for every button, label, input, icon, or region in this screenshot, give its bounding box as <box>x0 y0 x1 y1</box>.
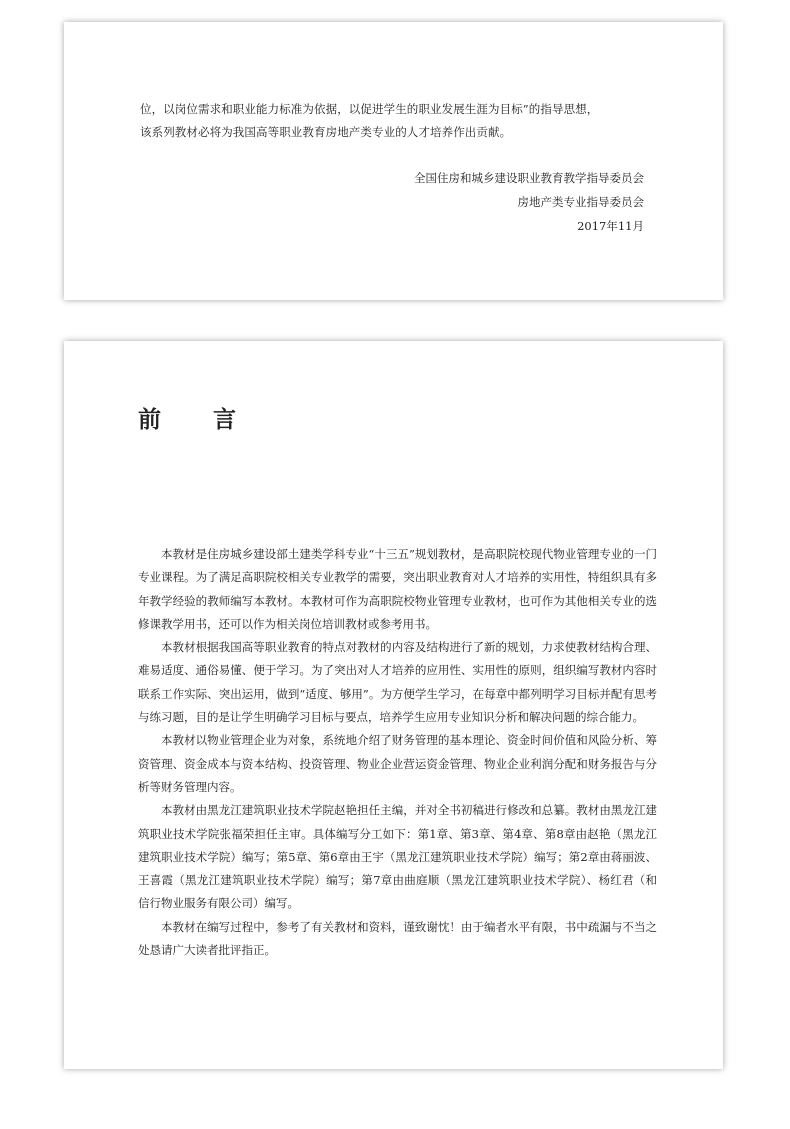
preface-body <box>138 543 657 962</box>
page-title: 前 言 <box>138 407 238 433</box>
signature-committee: 房地产类专业指导委员会 <box>517 195 644 209</box>
preceding-page <box>64 22 723 300</box>
preface-page <box>64 341 723 1069</box>
paragraph-line: 位，以岗位需求和职业能力标准为依据，以促进学生的职业发展生涯为目标”的指导思想， <box>140 102 599 116</box>
paragraph: 本教材根据我国高等职业教育的特点对教材的内容及结构进行了新的规划，力求使教材结构合理、难易适度、通俗易懂、便于学习。为了突出对人才培养的应用性、实用性的原则，组织编写教材内容时联系工作实际、突出运用，做到“适度、够用”。为方便学生学习，在每章中都列明学习目标并配有思考与练习题，目的是让学生明确学习目标与要点，培养学生应用专业知识分析和解决问题的综合能力。 <box>138 640 657 725</box>
paragraph-line: 该系列教材必将为我国高等职业教育房地产类专业的人才培养作出贡献。 <box>140 125 512 139</box>
signature-date: 2017年11月 <box>577 219 644 233</box>
closing-paragraph <box>140 98 650 144</box>
paragraph: 本教材是住房城乡建设部土建类学科专业“十三五”规划教材，是高职院校现代物业管理专业的一门专业课程。为了满足高职院校相关专业教学的需要，突出职业教育对人才培养的实用性，特组织具有多年教学经验的教师编写本教材。本教材可作为高职院校物业管理专业教材，也可作为其他相关专业的选修课教学用书，还可以作为相关岗位培训教材或参考用书。 <box>138 547 657 631</box>
paragraph: 本教材由黑龙江建筑职业技术学院赵艳担任主编，并对全书初稿进行修改和总纂。教材由黑龙江建筑职业技术学院张福荣担任主审。具体编写分工如下：第1章、第3章、第4章、第8章由赵艳（黑龙江建筑职业技术学院）编写；第5章、第6章由王宇（黑龙江建筑职业技术学院）编写；第2章由蒋丽波、王喜霞（黑龙江建筑职业技术学院）编写；第7章由曲庭顺（黑龙江建筑职业技术学院）、杨红君（和信行物业服务有限公司）编写。 <box>138 803 657 911</box>
signature-block <box>414 166 644 238</box>
paragraph: 本教材以物业管理企业为对象，系统地介绍了财务管理的基本理论、资金时间价值和风险分析、筹资管理、资金成本与资本结构、投资管理、物业企业营运资金管理、物业企业利润分配和财务报告与分析等财务管理内容。 <box>138 733 657 794</box>
signature-organization: 全国住房和城乡建设职业教育教学指导委员会 <box>414 171 644 185</box>
paragraph: 本教材在编写过程中，参考了有关教材和资料，谨致谢忱！由于编者水平有限，书中疏漏与不当之处恳请广大读者批评指正。 <box>138 919 657 958</box>
